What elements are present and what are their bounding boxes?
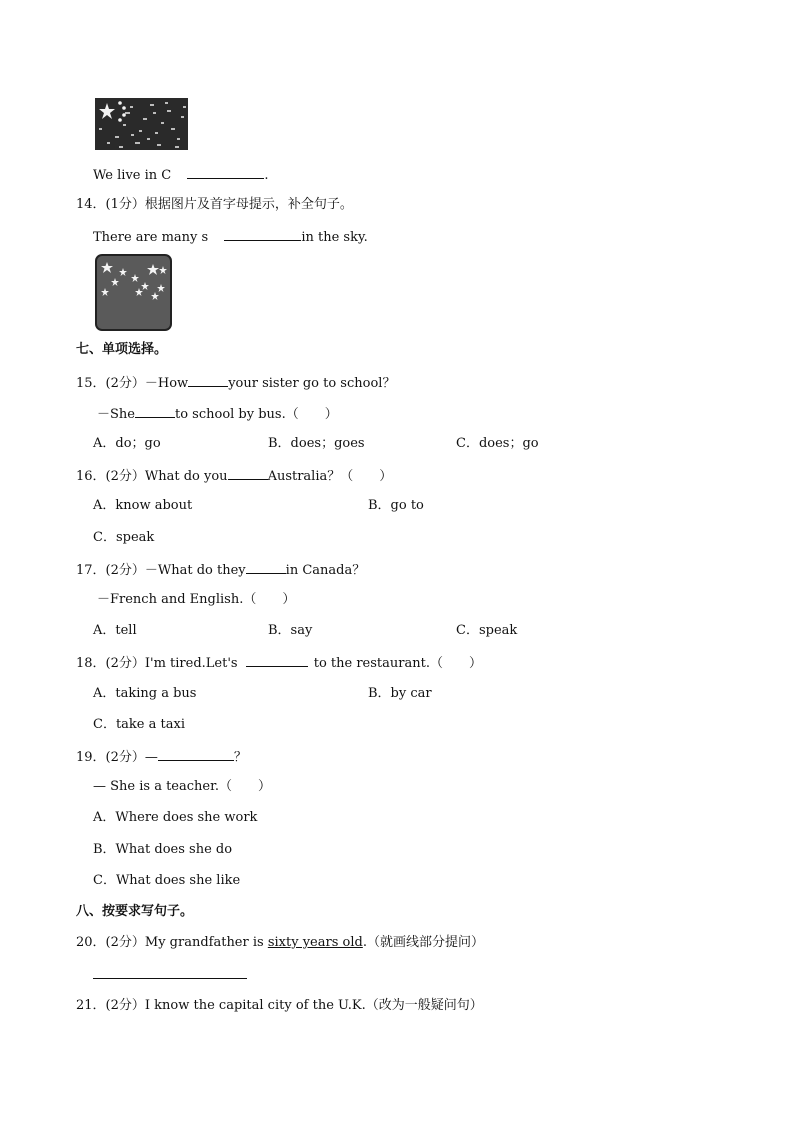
q20-underlined-phrase: sixty years old	[267, 935, 363, 950]
q17-option-a[interactable]: A．tell	[93, 623, 137, 638]
q14-answer-blank[interactable]	[224, 228, 301, 241]
q20-answer-line[interactable]	[93, 978, 247, 979]
q15-line1: 15．(2分）－How your sister go to school？	[76, 376, 396, 391]
q18-line1: 18．(2分）I'm tired.Let's to the restaurant.（ ）	[76, 656, 482, 671]
q19-option-a[interactable]: A．Where does she work	[93, 810, 258, 825]
q21-line: 21．(2分）I know the capital city of the U.K.（改为一般疑问句）	[76, 998, 483, 1013]
q13-sentence: We live in C .	[93, 168, 269, 183]
q19-blank[interactable]	[158, 748, 234, 761]
q17-line1: 17．(2分）－What do they in Canada？	[76, 563, 366, 578]
section-8-title: 八、按要求写句子。	[76, 904, 194, 919]
q16-option-c[interactable]: C．speak	[93, 530, 155, 545]
q17-blank[interactable]	[246, 561, 286, 574]
q16-blank[interactable]	[228, 467, 268, 480]
q16-option-b[interactable]: B．go to	[368, 498, 424, 513]
q17-option-b[interactable]: B．say	[268, 623, 313, 638]
q17-line2: －French and English.（ ）	[97, 592, 296, 607]
q19-line2: — She is a teacher.（ ）	[93, 779, 272, 794]
q19-line1: 19．(2分）— ？	[76, 750, 247, 765]
q13-answer-blank[interactable]	[187, 166, 264, 179]
q15-line2: －She to school by bus.（ ）	[97, 407, 338, 422]
q14-label: 14．(1分）根据图片及首字母提示，补全句子。	[76, 197, 353, 212]
q15-option-c[interactable]: C．does；go	[456, 436, 539, 451]
q14-sentence: There are many s in the sky.	[93, 230, 368, 245]
q19-option-b[interactable]: B．What does she do	[93, 842, 233, 857]
q15-option-a[interactable]: A．do；go	[93, 436, 161, 451]
q18-option-b[interactable]: B．by car	[368, 686, 432, 701]
starry-sky-image	[95, 254, 172, 331]
q20-line: 20．(2分）My grandfather is sixty years old.（就画线部分提问）	[76, 935, 484, 950]
q16-option-a[interactable]: A．know about	[93, 498, 193, 513]
q15-blank-2[interactable]	[135, 405, 175, 418]
china-flag-image	[95, 98, 188, 150]
q16-line1: 16．(2分）What do you Australia？（ ）	[76, 469, 393, 484]
q18-option-a[interactable]: A．taking a bus	[93, 686, 197, 701]
q15-option-b[interactable]: B．does；goes	[268, 436, 365, 451]
section-7-title: 七、单项选择。	[76, 342, 168, 357]
q18-option-c[interactable]: C．take a taxi	[93, 717, 185, 732]
q17-option-c[interactable]: C．speak	[456, 623, 518, 638]
q19-option-c[interactable]: C．What does she like	[93, 873, 241, 888]
q15-blank-1[interactable]	[188, 374, 228, 387]
q18-blank[interactable]	[246, 654, 308, 667]
